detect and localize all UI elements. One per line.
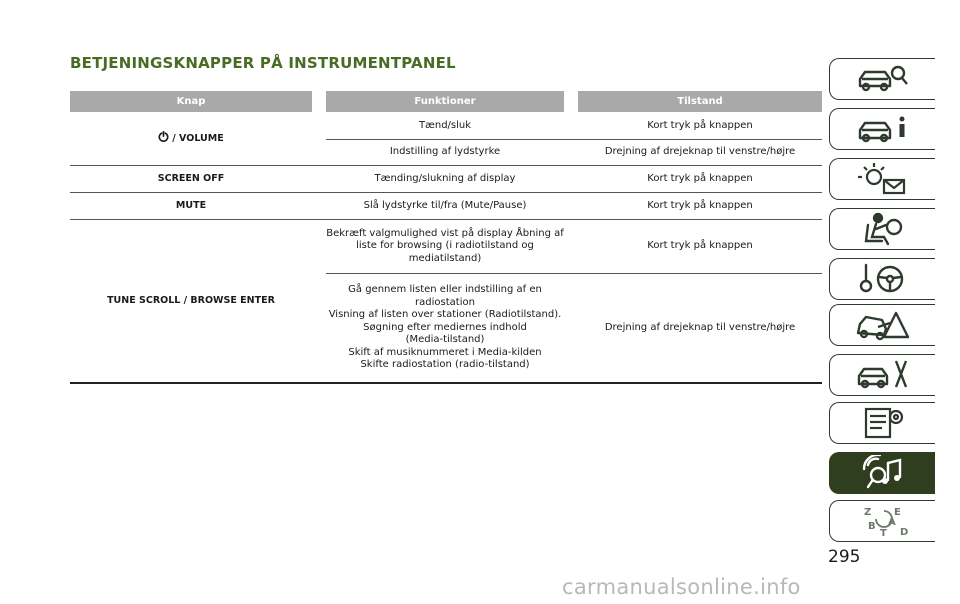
side-tab-warning-lights[interactable] — [829, 158, 935, 200]
page-number: 295 — [828, 547, 861, 567]
side-tab-seat-airbag[interactable] — [829, 208, 935, 250]
function-line: radiostation — [415, 296, 475, 308]
table-cell-state: Kort tryk på knappen — [647, 119, 753, 131]
multimedia-music-icon — [854, 455, 912, 491]
table-cell-state: Kort tryk på knappen — [647, 199, 753, 211]
car-accident-warning-icon — [854, 307, 912, 343]
key-label: / VOLUME — [172, 132, 224, 144]
function-line: Skift af musiknummeret i Media-kilden — [348, 346, 542, 358]
function-line: Skifte radiostation (radio-tilstand) — [360, 359, 530, 371]
function-line: Visning af listen over stationer (Radiotilstand). — [328, 309, 562, 321]
page-title: BETJENINGSKNAPPER PÅ INSTRUMENTPANEL — [70, 54, 456, 72]
function-line: liste for browsing (i radiotilstand og — [356, 240, 534, 252]
warning-lights-message-icon — [854, 161, 912, 197]
function-line: Bekræft valgmulighed vist på display Åbning af — [326, 227, 564, 239]
table-cell-function: Indstilling af lydstyrke — [389, 146, 501, 158]
power-icon — [158, 131, 169, 147]
table-row-key-volume — [70, 113, 312, 165]
table-row-key-screen-off: SCREEN OFF — [157, 172, 225, 184]
function-line: Gå gennem listen eller indstilling af en — [348, 284, 542, 296]
svg-text:T: T — [879, 528, 887, 539]
table-row-key-tune-scroll: TUNE SCROLL / BROWSE ENTER — [107, 294, 275, 306]
side-tab-specifications[interactable] — [829, 402, 935, 444]
table-cell-function — [326, 220, 564, 273]
alphabetical-index-icon — [854, 503, 912, 539]
table-cell-state: Kort tryk på knappen — [647, 172, 753, 184]
specifications-gear-icon — [854, 405, 912, 441]
side-tab-multimedia[interactable] — [829, 452, 935, 494]
table-cell-function: Tænd/sluk — [418, 119, 472, 131]
side-tab-car-info[interactable] — [829, 108, 935, 150]
car-service-tools-icon — [854, 357, 912, 393]
side-tab-car-service[interactable] — [829, 354, 935, 396]
side-tab-alphabetical-index[interactable] — [829, 500, 935, 542]
svg-text:B: B — [867, 521, 876, 532]
table-cell-state: Drejning af drejeknap til venstre/højre — [604, 146, 796, 158]
table-header-knap: Knap — [70, 91, 312, 112]
car-info-icon — [854, 111, 912, 147]
svg-text:D: D — [899, 527, 908, 538]
side-tab-key-steering[interactable] — [829, 258, 935, 300]
svg-text:A: A — [887, 517, 896, 528]
watermark: carmanualsonline.info — [562, 575, 801, 599]
table-cell-state: Drejning af drejeknap til venstre/højre — [604, 321, 796, 333]
table-cell-function — [326, 274, 564, 382]
side-tab-car-accident[interactable] — [829, 304, 935, 346]
table-cell-function: Slå lydstyrke til/fra (Mute/Pause) — [363, 199, 527, 211]
function-line: mediatilstand) — [408, 252, 482, 264]
table-cell-function: Tænding/slukning af display — [374, 172, 516, 184]
table-row-key-mute: MUTE — [175, 199, 207, 211]
table-cell-state: Kort tryk på knappen — [647, 240, 753, 252]
key-steering-wheel-icon — [854, 261, 912, 297]
svg-text:E: E — [893, 507, 901, 518]
table-bottom-border — [70, 382, 822, 384]
side-tab-car-search[interactable] — [829, 58, 935, 100]
svg-text:Z: Z — [863, 507, 871, 518]
car-search-icon — [854, 61, 912, 97]
table-header-funktioner: Funktioner — [326, 91, 564, 112]
table-header-tilstand: Tilstand — [578, 91, 822, 112]
function-line: (Media-tilstand) — [405, 334, 485, 346]
seat-airbag-icon — [854, 211, 912, 247]
function-line: Søgning efter mediernes indhold — [363, 321, 527, 333]
